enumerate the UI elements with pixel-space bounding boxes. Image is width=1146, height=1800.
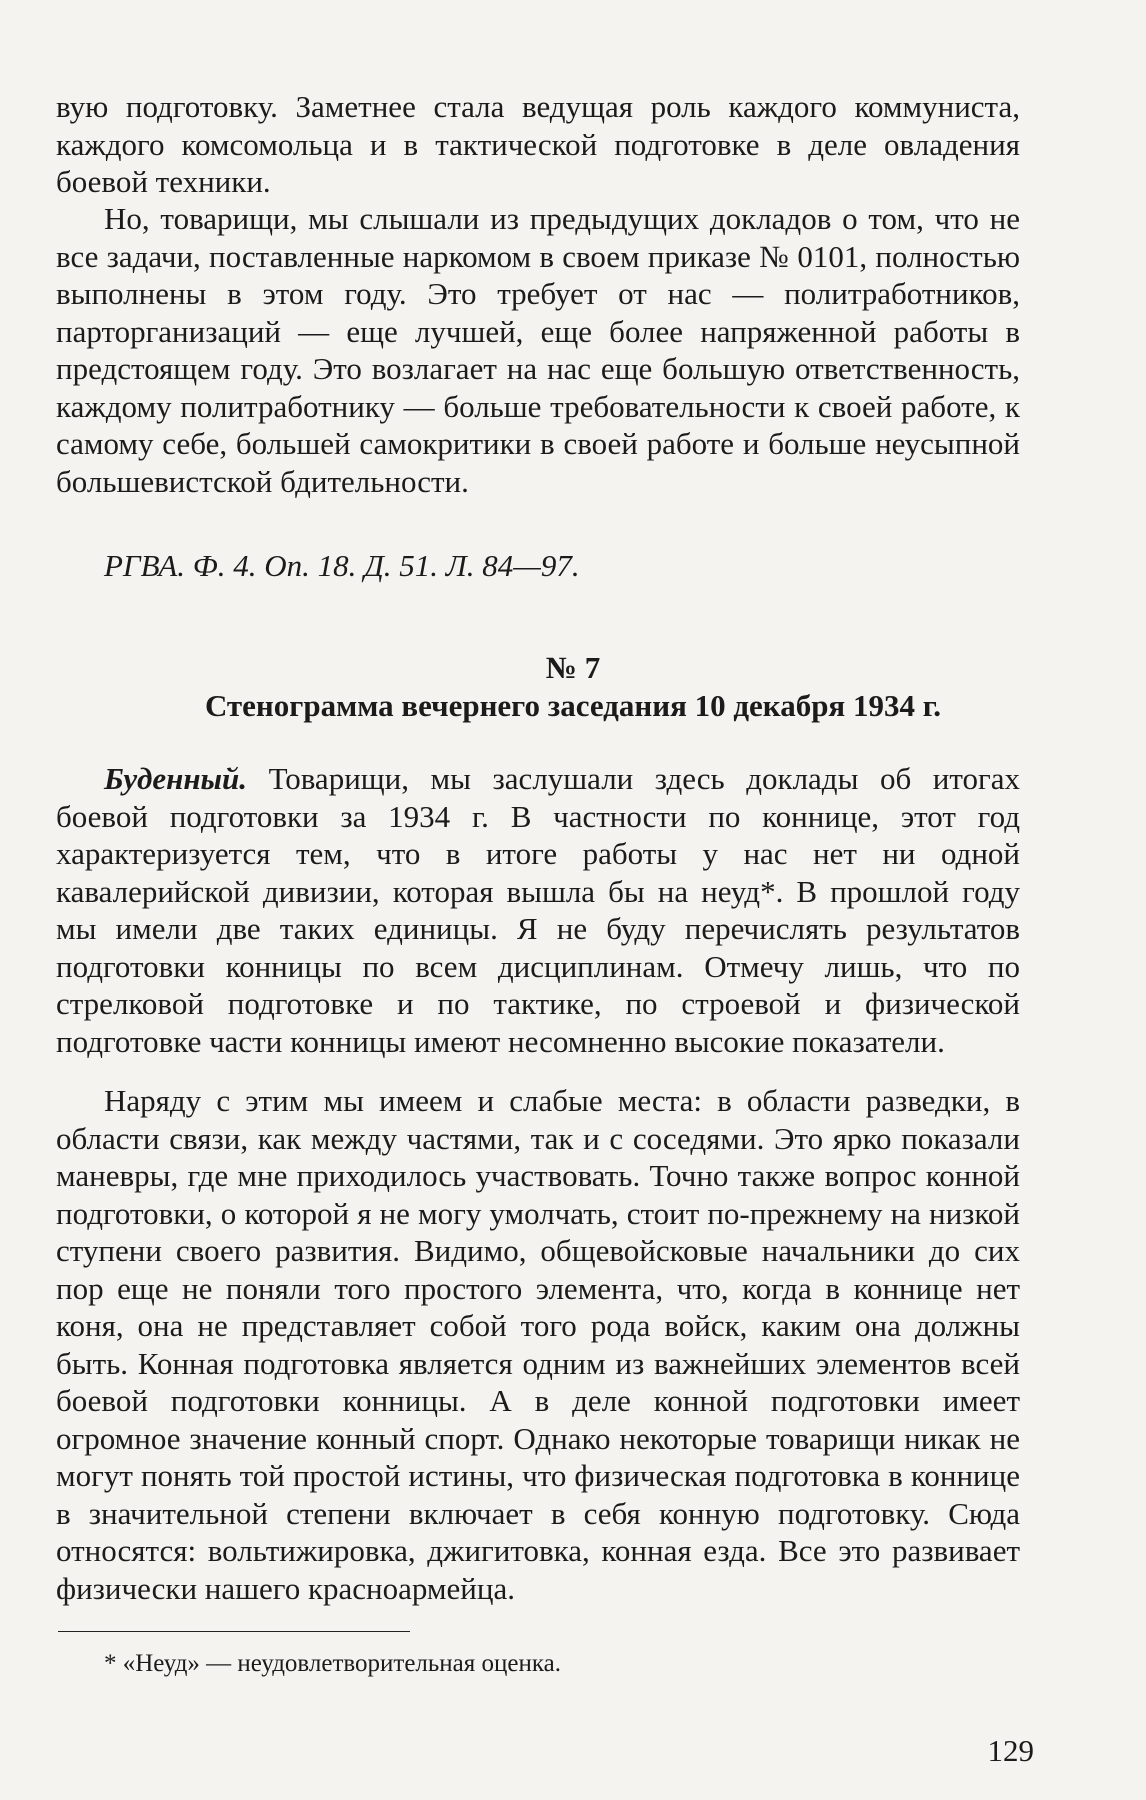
paragraph-text: Но, товарищи, мы слышали из предыдущих докладов о том, что не все задачи, поставленные наркомом в своем приказе № 0101, полностью выполнены в этом году. Это требует от нас — политработников, парторганизаций — еще лучшей, еще более напряженной работы в предстоящем году. Это возлагает на нас еще большую ответственность, каждому политработнику — больше требовательности к своей работе, к самому себе, большей самокритики в своей работе и больше неусыпной большевистской бдительности.: [56, 201, 1020, 499]
paragraph-text: вую подготовку. Заметнее стала ведущая роль каждого коммуниста, каждого комсомольца и в тактической подготовке в деле овладения боевой техники.: [56, 89, 1020, 199]
paragraph-text: Наряду с этим мы имеем и слабые места: в области разведки, в области связи, как между частями, так и с соседями. Это ярко показали маневры, где мне приходилось участвовать. Точно также вопрос конной подготовки, о которой я не могу умолчать, стоит по-прежнему на низкой ступени своего развития. Видимо, общевойсковые начальники до сих пор еще не поняли того простого элемента, что, когда в коннице нет коня, она не представляет собой того рода войск, каким она должны быть. Конная подготовка является одним из важнейших элементов всей боевой подготовки конницы. А в деле конной подготовки имеет огромное значение конный спорт. Однако некоторые товарищи никак не могут понять той простой истины, что физическая подготовка в коннице в значительной степени включает в себя конную подготовку. Сюда относятся: вольтижировка, джигитовка, конная езда. Все это развивает физически нашего красноармейца.: [56, 1083, 1020, 1606]
speech-body: Товарищи, мы заслушали здесь доклады об итогах боевой подготовки за 1934 г. В частности по коннице, этот год характеризуется тем, что в итоге работы у нас нет ни одной кавалерийской дивизии, которая вышла бы на неуд*. В прошлой году мы имели две таких единицы. Я не буду перечислять результатов подготовки конницы по всем дисциплинам. Отмечу лишь, что по стрелковой подготовке и по тактике, по строевой и физической подготовке части конницы имеют несомненно высокие показатели.: [56, 761, 1020, 1059]
speech-paragraph: [56, 760, 1020, 1060]
archive-reference: РГВА. Ф. 4. Оп. 18. Д. 51. Л. 84—97.: [104, 548, 580, 583]
paragraph: [56, 1082, 1020, 1607]
paragraph-continuation: [56, 88, 1020, 201]
document-number: № 7: [545, 650, 601, 685]
speech-text: [56, 760, 1020, 1060]
speaker-name: Буденный.: [104, 761, 248, 796]
paragraph: [56, 200, 1020, 500]
document-title: Стенограмма вечернего заседания 10 декабря 1934 г.: [204, 688, 942, 723]
footnote: * «Неуд» — неудовлетворительная оценка.: [104, 1650, 561, 1677]
page-number: 129: [987, 1733, 1034, 1768]
footnote-divider: [58, 1631, 410, 1632]
